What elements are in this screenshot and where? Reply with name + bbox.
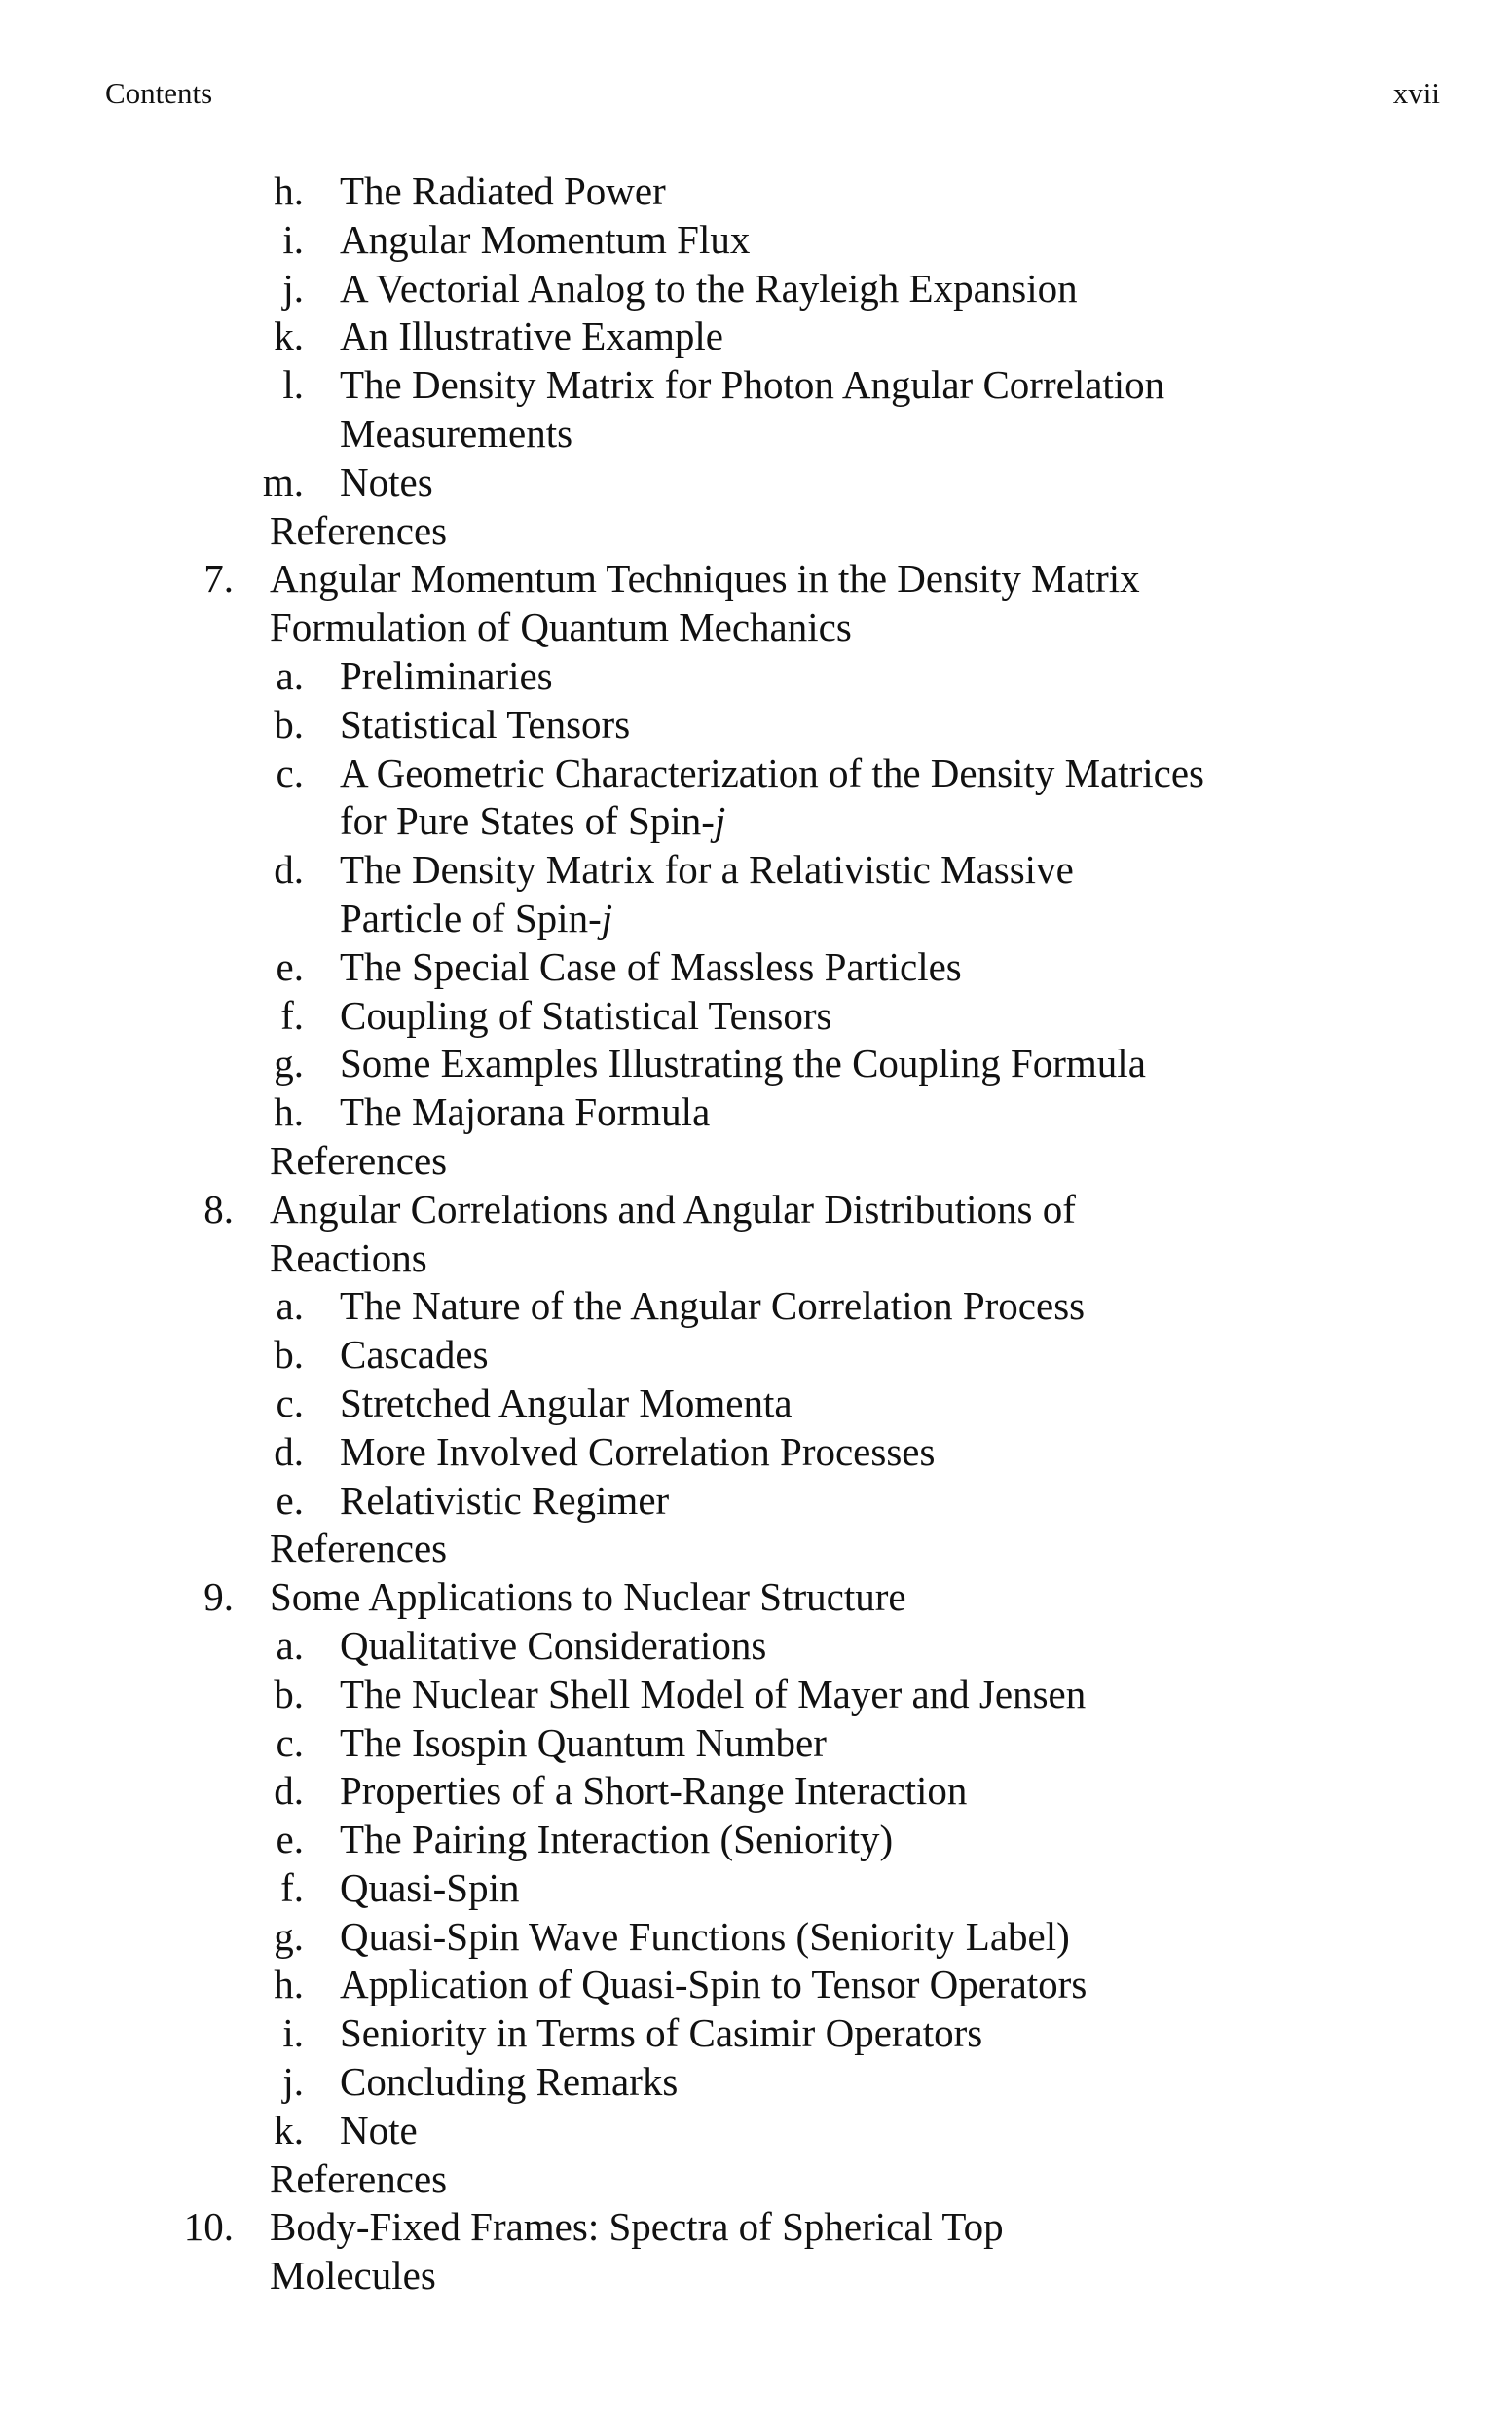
toc-section <box>0 750 1512 798</box>
toc-entry-text <box>340 1088 710 1137</box>
toc-entry-title: Angular Momentum Flux <box>340 216 751 262</box>
toc-entry-title: for Pure States of Spin- <box>340 798 715 844</box>
toc-references <box>0 507 1512 556</box>
toc-entry-title: A Vectorial Analog to the Rayleigh Expansion <box>340 265 1078 311</box>
toc-entry-label: f. <box>280 992 304 1038</box>
toc-section <box>0 1380 1512 1428</box>
toc-entry-title: Some Applications to Nuclear Structure <box>270 1574 906 1620</box>
toc-chapter <box>0 555 1512 604</box>
toc-section <box>0 1428 1512 1477</box>
toc-entry-label: j. <box>282 265 304 311</box>
toc-entry-label: d. <box>274 1768 304 1814</box>
toc-entry-text <box>270 1137 447 1186</box>
toc-section <box>0 216 1512 265</box>
toc-entry-label: f. <box>280 1864 304 1910</box>
toc-entry-label: c. <box>276 1380 304 1425</box>
toc-entry-label: 10. <box>183 2204 234 2250</box>
toc-entry-label: h. <box>274 168 304 213</box>
toc-section <box>0 2009 1512 2058</box>
toc-section <box>0 313 1512 361</box>
toc-entry-label: a. <box>276 1622 304 1668</box>
toc-entry-label: c. <box>276 750 304 795</box>
toc-entry-text <box>340 895 612 943</box>
toc-section <box>0 1961 1512 2009</box>
toc-entry-title: The Isospin Quantum Number <box>340 1719 827 1765</box>
toc-entry-label: d. <box>274 1428 304 1474</box>
toc-entry-title: Qualitative Considerations <box>340 1622 767 1668</box>
toc-entry-text <box>340 1282 1085 1331</box>
toc-entry-text <box>340 361 1164 410</box>
toc-chapter <box>0 1573 1512 1622</box>
toc-entry-title: The Majorana Formula <box>340 1089 711 1135</box>
toc-entry-title: Angular Momentum Techniques in the Density Matrix <box>270 556 1140 602</box>
toc-entry-text <box>340 410 572 459</box>
toc-entry-text <box>340 167 666 216</box>
toc-entry-label: l. <box>282 362 304 408</box>
toc-continuation-line <box>0 2252 1512 2300</box>
toc-entry-title: The Density Matrix for a Relativistic Massive <box>340 847 1074 893</box>
toc-entry-title: The Nuclear Shell Model of Mayer and Jensen <box>340 1671 1087 1716</box>
toc-section <box>0 652 1512 701</box>
toc-entry-title: Cascades <box>340 1332 489 1378</box>
toc-entry-text <box>340 1864 520 1913</box>
toc-entry-title: References <box>270 507 448 553</box>
toc-continuation-line <box>0 1234 1512 1283</box>
toc-entry-text <box>340 313 723 361</box>
toc-entry-title: Stretched Angular Momenta <box>340 1380 793 1425</box>
toc-entry-label: j. <box>282 2059 304 2105</box>
toc-entry-title: Properties of a Short-Range Interaction <box>340 1768 968 1814</box>
toc-entry-label: i. <box>282 216 304 262</box>
toc-section <box>0 2058 1512 2107</box>
toc-entry-text <box>270 2155 447 2204</box>
toc-entry-title: Application of Quasi-Spin to Tensor Operators <box>340 1962 1088 2007</box>
toc-section <box>0 1767 1512 1816</box>
toc-section <box>0 1088 1512 1137</box>
toc-entry-title: References <box>270 1526 448 1571</box>
toc-entry-text <box>340 1477 669 1526</box>
toc-entry-label: a. <box>276 652 304 698</box>
toc-entry-text <box>340 2009 982 2058</box>
toc-entry-title: Concluding Remarks <box>340 2059 679 2105</box>
toc-entry-title: Measurements <box>340 410 573 456</box>
toc-entry-label: e. <box>276 1477 304 1523</box>
toc-entry-title: Quasi-Spin <box>340 1864 520 1910</box>
toc-section <box>0 2107 1512 2155</box>
toc-entry-text <box>340 701 630 750</box>
toc-section <box>0 1622 1512 1671</box>
toc-entry-title: Reactions <box>270 1234 427 1280</box>
toc-entry-text <box>340 1913 1070 1962</box>
toc-entry-title: Some Examples Illustrating the Coupling Formula <box>340 1041 1146 1086</box>
toc-entry-text <box>270 507 447 556</box>
toc-entry-label: k. <box>274 2107 304 2153</box>
toc-entry-text <box>340 943 962 992</box>
toc-entry-title: Particle of Spin- <box>340 895 602 940</box>
toc-entry-title: Coupling of Statistical Tensors <box>340 992 832 1038</box>
toc-entry-text <box>340 750 1204 798</box>
toc-entry-text <box>340 1331 489 1380</box>
toc-entry-text <box>270 2203 1004 2252</box>
toc-references <box>0 1525 1512 1573</box>
toc-entry-italic-symbol: j <box>714 798 726 844</box>
toc-section <box>0 1864 1512 1913</box>
toc-entry-label: e. <box>276 943 304 989</box>
toc-entry-title: More Involved Correlation Processes <box>340 1428 936 1474</box>
toc-entry-text <box>270 1186 1076 1234</box>
toc-entry-title: Note <box>340 2107 418 2153</box>
toc-chapter <box>0 2203 1512 2252</box>
toc-entry-label: 8. <box>203 1186 234 1232</box>
toc-entry-label: k. <box>274 313 304 359</box>
toc-entry-text <box>340 459 433 507</box>
toc-entry-title: Seniority in Terms of Casimir Operators <box>340 2010 983 2056</box>
toc-section <box>0 265 1512 313</box>
toc-entry-title: Angular Correlations and Angular Distributions of <box>270 1186 1076 1232</box>
toc-section <box>0 1719 1512 1768</box>
toc-entry-label: b. <box>274 1671 304 1716</box>
toc-entry-text <box>340 652 553 701</box>
toc-entry-text <box>340 846 1074 895</box>
toc-entry-text <box>340 1719 827 1768</box>
toc-section <box>0 167 1512 216</box>
toc-section <box>0 1477 1512 1526</box>
toc-entry-label: h. <box>274 1962 304 2007</box>
toc-entry-title: An Illustrative Example <box>340 313 723 359</box>
toc-entry-label: e. <box>276 1817 304 1862</box>
toc-entry-text <box>340 797 725 846</box>
toc-chapter <box>0 1186 1512 1234</box>
toc-entry-label: b. <box>274 1332 304 1378</box>
toc-section <box>0 846 1512 895</box>
toc-continuation-line <box>0 410 1512 459</box>
toc-entry-title: References <box>270 1137 448 1183</box>
toc-section <box>0 992 1512 1041</box>
toc-section <box>0 701 1512 750</box>
toc-entry-title: Quasi-Spin Wave Functions (Seniority Label) <box>340 1913 1070 1959</box>
toc-entry-title: The Pairing Interaction (Seniority) <box>340 1817 894 1862</box>
toc-entry-text <box>270 604 852 652</box>
toc-section <box>0 1816 1512 1864</box>
toc-entry-title: The Special Case of Massless Particles <box>340 943 962 989</box>
toc-section <box>0 1913 1512 1962</box>
toc-entry-text <box>270 1573 906 1622</box>
toc-entry-title: Preliminaries <box>340 652 553 698</box>
toc-entry-text <box>340 2058 678 2107</box>
toc-entry-text <box>270 1525 447 1573</box>
toc-section <box>0 1331 1512 1380</box>
toc-entry-text <box>340 216 750 265</box>
toc-entry-text <box>340 1816 893 1864</box>
toc-entry-title: The Radiated Power <box>340 168 666 213</box>
toc-entry-text <box>340 1428 935 1477</box>
toc-entry-title: Molecules <box>270 2253 436 2299</box>
toc-entry-text <box>270 1234 427 1283</box>
toc-entry-title: Notes <box>340 459 433 504</box>
toc-entry-label: c. <box>276 1719 304 1765</box>
toc-entry-italic-symbol: j <box>601 895 613 940</box>
toc-entry-title: References <box>270 2155 448 2201</box>
toc-section <box>0 1282 1512 1331</box>
toc-continuation-line <box>0 895 1512 943</box>
toc-entry-label: g. <box>274 1041 304 1086</box>
toc-section <box>0 361 1512 410</box>
toc-entry-label: h. <box>274 1089 304 1135</box>
toc-entry-label: 9. <box>203 1574 234 1620</box>
toc-entry-label: m. <box>262 459 304 504</box>
toc-entry-label: i. <box>282 2010 304 2056</box>
toc-continuation-line <box>0 604 1512 652</box>
toc-entry-text <box>340 265 1078 313</box>
running-head-title: Contents <box>105 76 213 110</box>
toc-entry-title: Formulation of Quantum Mechanics <box>270 605 852 650</box>
toc-entry-text <box>340 1671 1086 1719</box>
toc-entry-text <box>340 2107 418 2155</box>
toc-references <box>0 1137 1512 1186</box>
toc-entry-text <box>340 1961 1087 2009</box>
toc-references <box>0 2155 1512 2204</box>
toc-entry-label: 7. <box>203 556 234 602</box>
toc-entry-text <box>340 1767 967 1816</box>
toc-entry-title: Statistical Tensors <box>340 701 631 747</box>
toc-entry-text <box>340 992 831 1041</box>
toc-entry-label: a. <box>276 1283 304 1329</box>
toc-entry-title: Body-Fixed Frames: Spectra of Spherical Top <box>270 2204 1004 2250</box>
page-number: xvii <box>1392 76 1440 110</box>
toc-entry-label: b. <box>274 701 304 747</box>
table-of-contents <box>0 167 1512 2300</box>
toc-continuation-line <box>0 797 1512 846</box>
toc-section <box>0 459 1512 507</box>
toc-entry-title: The Density Matrix for Photon Angular Correlation <box>340 362 1165 408</box>
toc-entry-text <box>340 1622 766 1671</box>
toc-entry-title: A Geometric Characterization of the Density Matrices <box>340 750 1205 795</box>
toc-entry-text <box>270 2252 436 2300</box>
toc-entry-title: Relativistic Regimer <box>340 1477 670 1523</box>
toc-entry-label: d. <box>274 847 304 893</box>
toc-entry-title: The Nature of the Angular Correlation Process <box>340 1283 1086 1329</box>
toc-entry-text <box>270 555 1140 604</box>
toc-section <box>0 943 1512 992</box>
toc-entry-text <box>340 1040 1146 1088</box>
toc-section <box>0 1671 1512 1719</box>
toc-entry-label: g. <box>274 1913 304 1959</box>
toc-section <box>0 1040 1512 1088</box>
toc-entry-text <box>340 1380 793 1428</box>
